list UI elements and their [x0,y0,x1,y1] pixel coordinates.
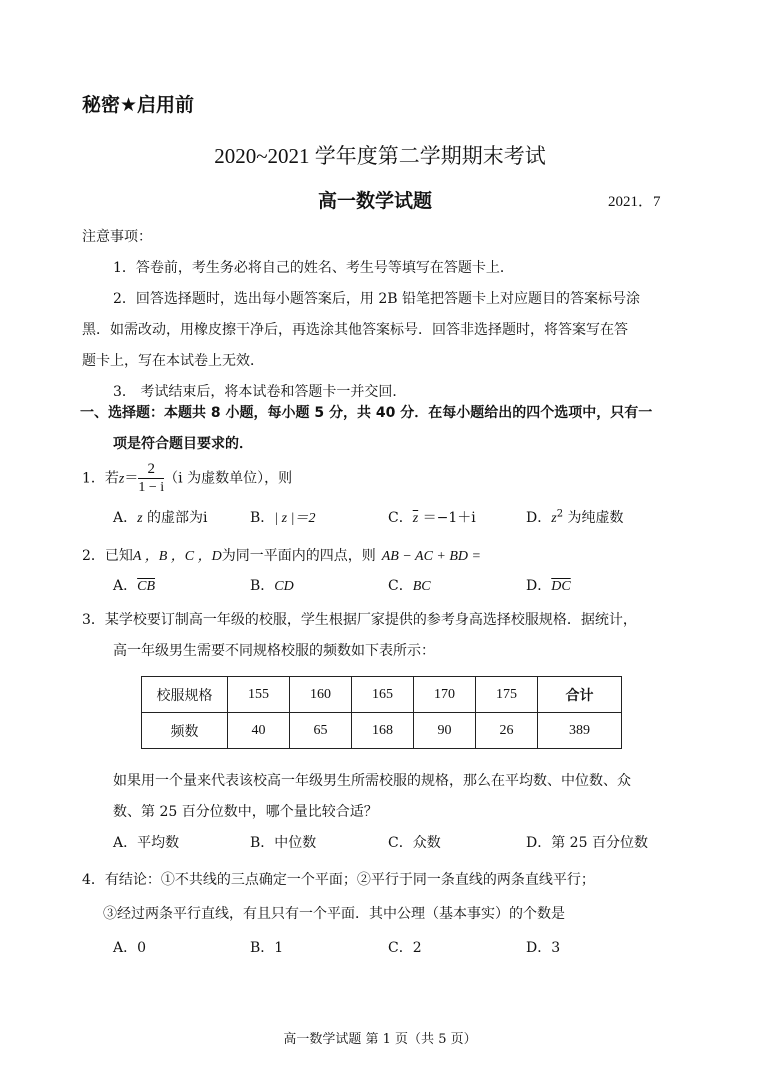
q1-var: z [118,471,125,487]
uniform-frequency-table [141,676,622,749]
question-1-stem [82,461,292,496]
exam-title: 2020~2021 学年度第二学期期末考试 [214,144,546,168]
q4-option-d: D．3 [526,940,561,956]
table-cell: 40 [228,713,290,749]
question-2-stem [82,545,481,565]
table-cell: 168 [352,713,414,749]
q4-option-b: B．1 [250,940,284,956]
q2-option-c [388,575,431,595]
table-cell: 389 [538,713,622,749]
q2-option-b-value: CD [274,579,294,594]
q1-option-d-sup: 2 [556,508,564,520]
q1-option-c-var: $\overline{z}$ [412,511,419,526]
q2-stem: 2．已知 [82,548,133,564]
q2-option-d-label: D． [526,578,552,594]
q1-option-d-text: 为纯虚数 [563,510,624,526]
q1-option-a-label: A． [113,510,138,526]
table-row [142,713,622,749]
q2-option-a-value: $\overline{CB}$ [137,579,156,594]
q2-option-c-label: C． [388,578,413,594]
table-cell: 165 [352,677,414,713]
question-3-line-3: 如果用一个量来代表该校高一年级男生所需校服的规格，那么在平均数、中位数、众 [113,773,631,789]
note-item-2-line-2: 黑．如需改动，用橡皮擦干净后，再选涂其他答案标号．回答非选择题时，将答案写在答 [82,322,628,338]
q1-option-d-var: z [551,511,557,526]
section-1-heading-line-1: 一、选择题：本题共 8 小题，每小题 5 分，共 40 分．在每小题给出的四个选项中，只有一 [80,405,653,421]
table-cell: 90 [414,713,476,749]
q1-option-a-var: z [137,511,143,526]
q3-option-d: D．第 25 百分位数 [526,835,648,851]
question-3-line-2: 高一年级男生需要不同规格校服的频数如下表所示： [113,643,435,659]
page-footer: 高一数学试题 第 1 页（共 5 页） [283,1032,477,1047]
notes-heading: 注意事项： [82,229,152,245]
q2-option-a-label: A． [113,578,138,594]
table-row [142,677,622,713]
q2-vector-expression: AB − AC + BD = [381,549,481,564]
q2-option-b [250,575,294,595]
q3-option-b: B．中位数 [250,835,317,851]
table-cell: 170 [414,677,476,713]
q2-option-d [526,575,571,595]
q2-points: A ，B ，C ，D [132,549,222,564]
table-cell: 65 [290,713,352,749]
q2-option-c-value: BC [412,579,431,594]
q1-option-c-label: C． [388,510,413,526]
q2-stem-2: 为同一平面内的四点，则 [221,548,376,564]
q1-option-a [113,507,208,527]
q1-option-b-label: B． [250,510,275,526]
q1-suffix: （i 为虚数单位），则 [164,470,293,487]
exam-subtitle: 高一数学试题 [317,190,432,212]
note-item-2-line-3: 题卡上，写在本试卷上无效． [82,353,264,369]
secret-mark: 秘密★启用前 [82,94,195,116]
q2-option-d-value: $\overline{DC}$ [551,579,571,594]
q1-numerator: 2 [138,461,164,479]
table-cell: 160 [290,677,352,713]
q1-prefix: 1．若 [82,470,119,487]
q2-option-a [113,575,155,595]
question-3-line-4: 数、第 25 百分位数中，哪个量比较合适？ [113,804,378,820]
q4-option-a: A．0 [113,940,147,956]
q1-option-d-label: D． [526,510,552,526]
q1-option-b-text: | z |＝2 [274,511,316,526]
q2-option-b-label: B． [250,578,275,594]
table-cell: 175 [476,677,538,713]
note-item-3: 3． 考试结束后，将本试卷和答题卡一并交回． [113,384,407,400]
q1-option-b [250,507,315,527]
table-cell: 26 [476,713,538,749]
table-cell: 合计 [538,677,622,713]
q3-option-a: A．平均数 [113,835,180,851]
q1-eq: ＝ [124,470,139,487]
table-cell: 155 [228,677,290,713]
table-cell: 校服规格 [142,677,228,713]
question-3-line-1: 3．某学校要订制高一年级的校服，学生根据厂家提供的参考身高选择校服规格．据统计， [82,612,637,628]
q4-option-c: C．2 [388,940,422,956]
q1-option-a-text: 的虚部为i [142,510,208,526]
q1-option-d [526,507,624,527]
exam-date: 2021．7 [608,194,661,210]
q1-fraction [138,461,164,496]
q1-denominator: 1 − i [138,480,165,495]
note-item-1: 1．答卷前，考生务必将自己的姓名、考生号等填写在答题卡上． [113,260,514,276]
question-4-line-2: ③经过两条平行直线，有且只有一个平面．其中公理（基本事实）的个数是 [103,906,565,922]
q3-option-c: C．众数 [388,835,441,851]
q1-option-c [388,507,476,527]
section-1-heading-line-2: 项是符合题目要求的． [113,436,253,452]
question-4-line-1: 4．有结论：①不共线的三点确定一个平面；②平行于同一条直线的两条直线平行； [82,872,595,888]
q1-option-c-text: ＝−1＋i [418,510,476,526]
table-cell: 频数 [142,713,228,749]
note-item-2-line-1: 2．回答选择题时，选出每小题答案后，用 2B 铅笔把答题卡上对应题目的答案标号涂 [113,291,641,307]
